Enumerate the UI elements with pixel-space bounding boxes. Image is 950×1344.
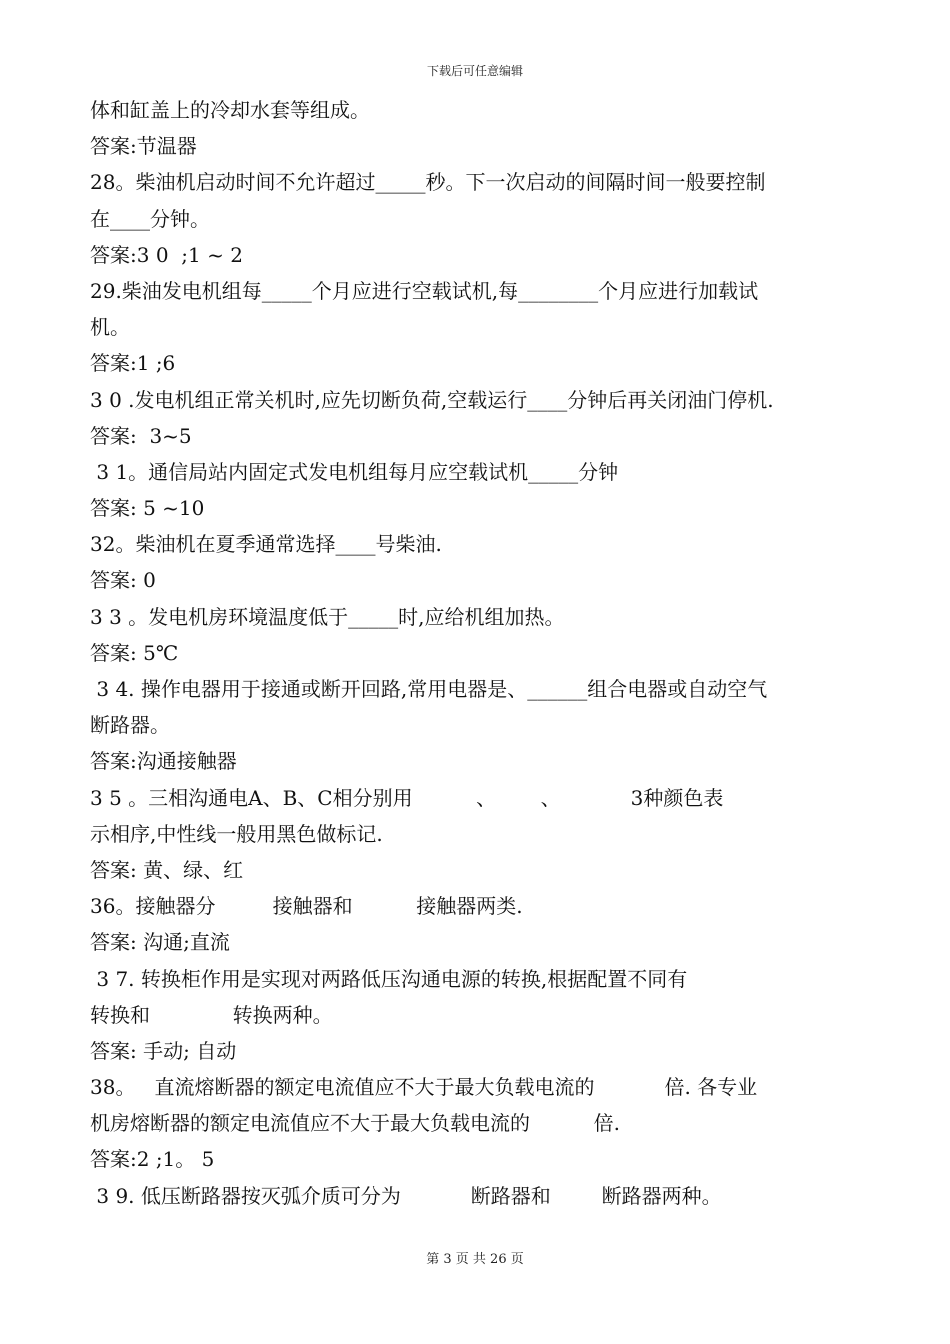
question-36-line: 36。接触器分 接触器和 接触器两类. xyxy=(90,894,523,919)
answer-line: 答案:沟通接触器 xyxy=(90,749,237,774)
answer-line: 答案: 黄、绿、红 xyxy=(90,857,244,882)
question-37-line-1: 3 7. 转换柜作用是实现对两路低压沟通电源的转换,根据配置不同有 xyxy=(90,966,688,991)
answer-line: 答案:1 ;6 xyxy=(90,351,176,376)
question-35-line-2: 示相序,中性线一般用黑色做标记. xyxy=(90,821,383,846)
question-33-line: 3 3 。发电机房环境温度低于_____时,应给机组加热。 xyxy=(90,604,565,629)
answer-line: 答案: 手动; 自动 xyxy=(90,1038,237,1063)
text-line: 体和缸盖上的冷却水套等组成。 xyxy=(90,98,370,122)
answer-line: 答案: 0 xyxy=(90,568,156,593)
question-34-line-1: 3 4. 操作电器用于接通或断开回路,常用电器是、______组合电器或自动空气 xyxy=(90,677,768,701)
question-37-line-2: 转换和 转换两种。 xyxy=(90,1002,333,1027)
question-30-line: 3 0 .发电机组正常关机时,应先切断负荷,空载运行____分钟后再关闭油门停机. xyxy=(90,387,774,412)
question-31-line: 3 1。通信局站内固定式发电机组每月应空载试机_____分钟 xyxy=(90,459,619,484)
answer-line: 答案: 沟通;直流 xyxy=(90,930,230,955)
page-footer: 第 3 页 共 26 页 xyxy=(426,1252,524,1267)
question-28-line-1: 28。柴油机启动时间不允许超过_____秒。下一次启动的间隔时间一般要控制 xyxy=(90,170,766,195)
question-38-line-1: 38。 直流熔断器的额定电流值应不大于最大负载电流的 倍. 各专业 xyxy=(90,1075,758,1100)
question-34-line-2: 断路器。 xyxy=(90,713,170,738)
question-29-line-2: 机。 xyxy=(90,315,130,340)
answer-line: 答案:3 0 ;1 ~ 2 xyxy=(90,242,243,267)
answer-line: 答案: 5 ~10 xyxy=(90,496,205,521)
question-38-line-2: 机房熔断器的额定电流值应不大于最大负载电流的 倍. xyxy=(90,1111,620,1136)
document-body xyxy=(90,92,865,1214)
page-header: 下载后可任意编辑 xyxy=(426,64,523,78)
question-39-line: 3 9. 低压断路器按灭弧介质可分为 断路器和 断路器两种。 xyxy=(90,1183,722,1208)
question-35-line-1: 3 5 。三相沟通电A、B、C相分别用 、 、 3种颜色表 xyxy=(90,785,724,810)
question-28-line-2: 在____分钟。 xyxy=(90,206,210,231)
question-29-line-1: 29.柴油发电机组每_____个月应进行空载试机,每________个月应进行加载试 xyxy=(90,278,759,303)
question-32-line: 32。柴油机在夏季通常选择____号柴油. xyxy=(90,532,442,557)
answer-line: 答案: 5℃ xyxy=(90,640,179,665)
answer-line: 答案:2 ;1。 5 xyxy=(90,1147,215,1172)
answer-line: 答案: 3~5 xyxy=(90,423,192,448)
answer-line: 答案:节温器 xyxy=(90,134,197,159)
